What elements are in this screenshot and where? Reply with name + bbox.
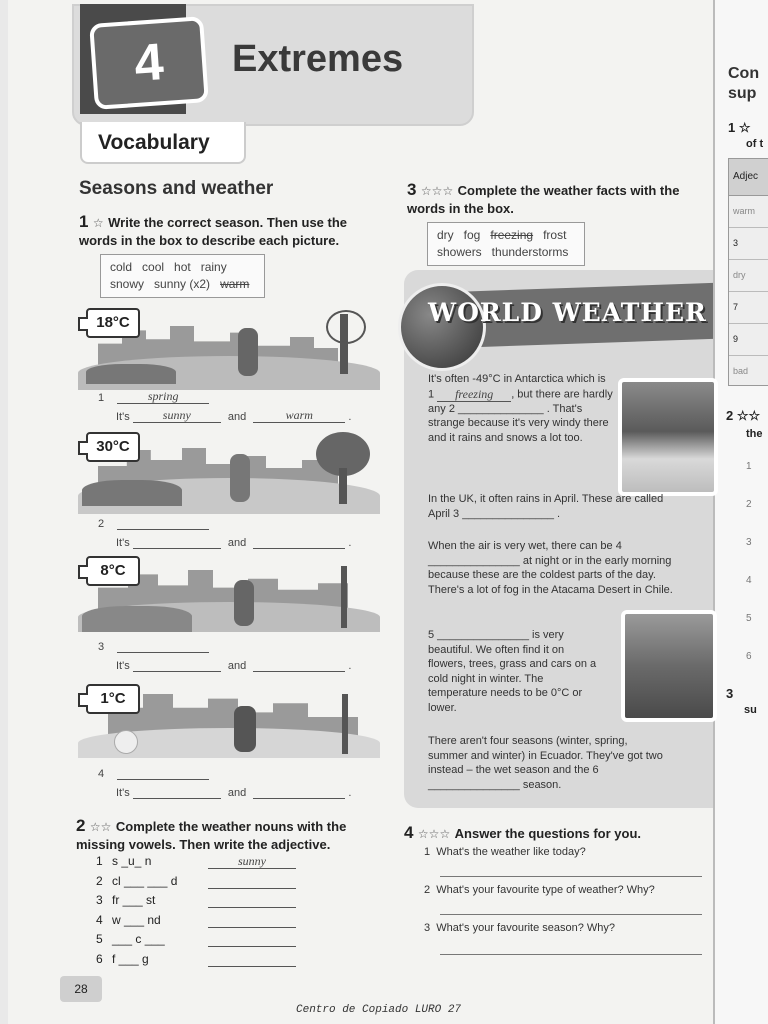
list-item [96,893,306,913]
vowel-gap-word: cl ___ ___ d [112,873,178,888]
facing-ex3-sub: su [744,704,757,716]
season-answer [117,515,209,530]
item-number: 1 [746,461,752,472]
vowel-gap-word: w ___ nd [112,912,161,927]
word-answer [253,534,345,549]
item-number: 4 [98,768,105,780]
word-box-words: frost [543,228,567,242]
facing-table [728,158,768,386]
word-answer [133,657,221,672]
instruction-text: Answer the questions for you. [454,826,642,841]
exercise-3-instruction [407,180,703,218]
table-cell: 7 [729,292,768,324]
item-number: 2 [98,518,105,530]
item-number: 3 [424,922,431,934]
unit-title: Extremes [232,38,404,80]
weather-picture-3 [78,554,380,640]
question-text: What's your favourite type of weather? Why? [436,884,655,896]
its-label: It's [116,411,130,423]
full-stop: . [348,537,352,549]
word-answer [133,784,221,799]
answer-line [440,914,702,915]
adjective-answer: sunny [208,854,296,869]
weather-picture-4 [78,680,380,766]
item-number: 2 [746,499,752,510]
star-icon: ☆☆☆ [420,184,454,198]
fact-2: In the UK, it often rains in April. These are called April 3 _______________ . [428,493,664,520]
item-number: 2 [424,884,431,896]
word-box-line [110,276,255,293]
facing-ex2: 2 ☆☆ [726,408,761,423]
copy-shop-footer: Centro de Copiado LURO 27 [296,1004,462,1016]
item-number: 4 [96,912,103,927]
word-answer [253,784,345,799]
crossed-word: freezing [490,228,534,242]
vowel-gap-word: s _u_ n [112,854,152,868]
item-number: 3 [96,893,103,907]
vowel-gap-word: ___ c ___ [112,932,165,946]
its-label: It's [116,787,130,799]
season-answer [117,638,209,653]
table-cell: 9 [729,324,768,356]
answer-line [440,876,702,877]
word-box-words: dry fog [437,228,481,242]
thermometer-sign: 1°C [86,684,140,714]
exercise-2-list [96,854,306,971]
fact-text: , but there are hardly any [428,388,613,415]
table-cell: bad [733,366,749,376]
question-3 [424,922,615,934]
adjective-answer [208,874,296,889]
item-number: 1 [98,392,105,404]
item-number: 1 [96,854,103,868]
facing-page-heading [728,64,759,104]
item-1-row [98,389,209,404]
exercise-2-instruction [76,816,366,854]
fact-5: There aren't four seasons (winter, spring, summer and winter) in Ecuador. They've got two instead – the wet season and the 6 _______________ season. [428,735,663,791]
world-weather-title: WORLD WEATHER [428,298,707,327]
word-box-3 [427,222,585,266]
section-label: Vocabulary [80,122,246,164]
exercise-number: 3 [407,180,417,199]
question-1 [424,846,586,858]
item-4-sentence [116,784,351,799]
facing-page [713,0,768,1024]
thermometer-sign: 8°C [86,556,140,586]
and-label: and [227,787,247,799]
item-number: 3 [98,641,105,653]
list-item [96,952,306,972]
instruction-text: Write the correct season. Then use the words in the box to describe each picture. [79,215,348,248]
list-item [96,932,306,952]
star-icon: ☆☆☆ [417,827,451,841]
subheading: Seasons and weather [79,178,274,199]
item-2-row [98,515,209,530]
globe-icon [398,283,486,371]
answer-line [440,954,702,955]
word-answer [253,657,345,672]
word-answer: sunny [133,408,221,423]
item-3-sentence [116,657,351,672]
heading-fragment: Con [728,65,760,82]
star-icon: ☆ [92,216,104,230]
its-label: It's [116,537,130,549]
fact-answer: freezing [437,387,511,402]
thermometer-sign: 18°C [86,308,140,338]
word-answer: warm [253,408,345,423]
fact-text: It's often -49°C in Antarctica which is 1 [428,373,606,400]
table-cell: 3 [729,228,768,260]
item-number: 1 [424,846,431,858]
table-cell: warm [729,196,768,228]
facing-ex1: 1 ☆ [728,120,751,135]
exercise-1-instruction [79,212,369,250]
adjective-answer [208,932,296,947]
item-2-sentence [116,534,351,549]
fact-4: 5 _______________ is very beautiful. We often find it on flowers, trees, grass and cars on a cold night in winter. The temperature needs to be 0°C or lower. [428,629,597,714]
facing-ex3: 3 [726,686,734,701]
exercise-number: 2 [76,816,86,835]
unit-number-badge: 4 [89,16,209,110]
table-cell: dry [729,260,768,292]
facing-ex2-sub: the [746,428,763,440]
umbrella-photo [621,610,717,722]
weather-picture-2 [78,428,380,514]
full-stop: . [348,787,352,799]
star-icon: ☆☆ [89,820,112,834]
its-label: It's [116,660,130,672]
word-box-line: showers thunderstorms [437,245,569,259]
heading-fragment: sup [728,85,757,102]
fact-1 [428,372,614,445]
instruction-text: Complete the weather nouns with the missing vowels. Then write the adjective. [76,819,347,852]
item-number: 4 [746,575,752,586]
adjective-answer [208,952,296,967]
facing-ex1-sub: of t [746,138,764,150]
antarctica-photo [618,378,718,496]
item-number: 5 [746,613,752,624]
fact-text: 2 ______________ . That's strange because it's very windy there and it rains and snows a lot too. [428,402,609,444]
adjective-answer [208,913,296,928]
word-answer [133,534,221,549]
item-number: 3 [746,537,752,548]
list-item [96,854,306,874]
adjective-answer [208,893,296,908]
weather-picture-1 [78,304,380,390]
full-stop: . [348,411,352,423]
word-box-words: snowy sunny (x2) [110,277,211,291]
season-answer [117,765,209,780]
vowel-gap-word: f ___ g [112,951,149,966]
season-answer: spring [117,389,209,404]
item-number: 6 [746,651,752,662]
exercise-number: 1 [79,212,89,231]
word-box-line: cold cool hot rainy [110,260,227,274]
fact-3: When the air is very wet, there can be 4 _______________ at night or in the early morning because these are the coldest parts of the day. There's a lot of fog in the Atacama Desert in Chile. [428,540,673,596]
word-box-1 [100,254,265,298]
thermometer-sign: 30°C [86,432,140,462]
and-label: and [227,411,247,423]
crossed-word: warm [220,277,250,291]
item-4-row [98,765,209,780]
exercise-number: 4 [404,823,414,842]
list-item [96,874,306,894]
and-label: and [227,537,247,549]
item-number: 2 [96,873,103,888]
facing-ex2-numbers [746,448,752,676]
item-1-sentence [116,408,351,423]
instruction-text: Complete the weather facts with the words in the box. [407,183,680,216]
item-number: 5 [96,932,103,946]
page-number: 28 [60,976,102,1002]
item-3-row [98,638,209,653]
vowel-gap-word: fr ___ st [112,893,156,907]
and-label: and [227,660,247,672]
question-text: What's the weather like today? [436,846,586,858]
question-2 [424,884,655,896]
exercise-4-instruction [404,823,704,843]
table-header: Adjec [729,159,768,196]
full-stop: . [348,660,352,672]
list-item [96,913,306,933]
word-box-line [437,227,575,244]
question-text: What's your favourite season? Why? [436,922,616,934]
item-number: 6 [96,951,103,966]
